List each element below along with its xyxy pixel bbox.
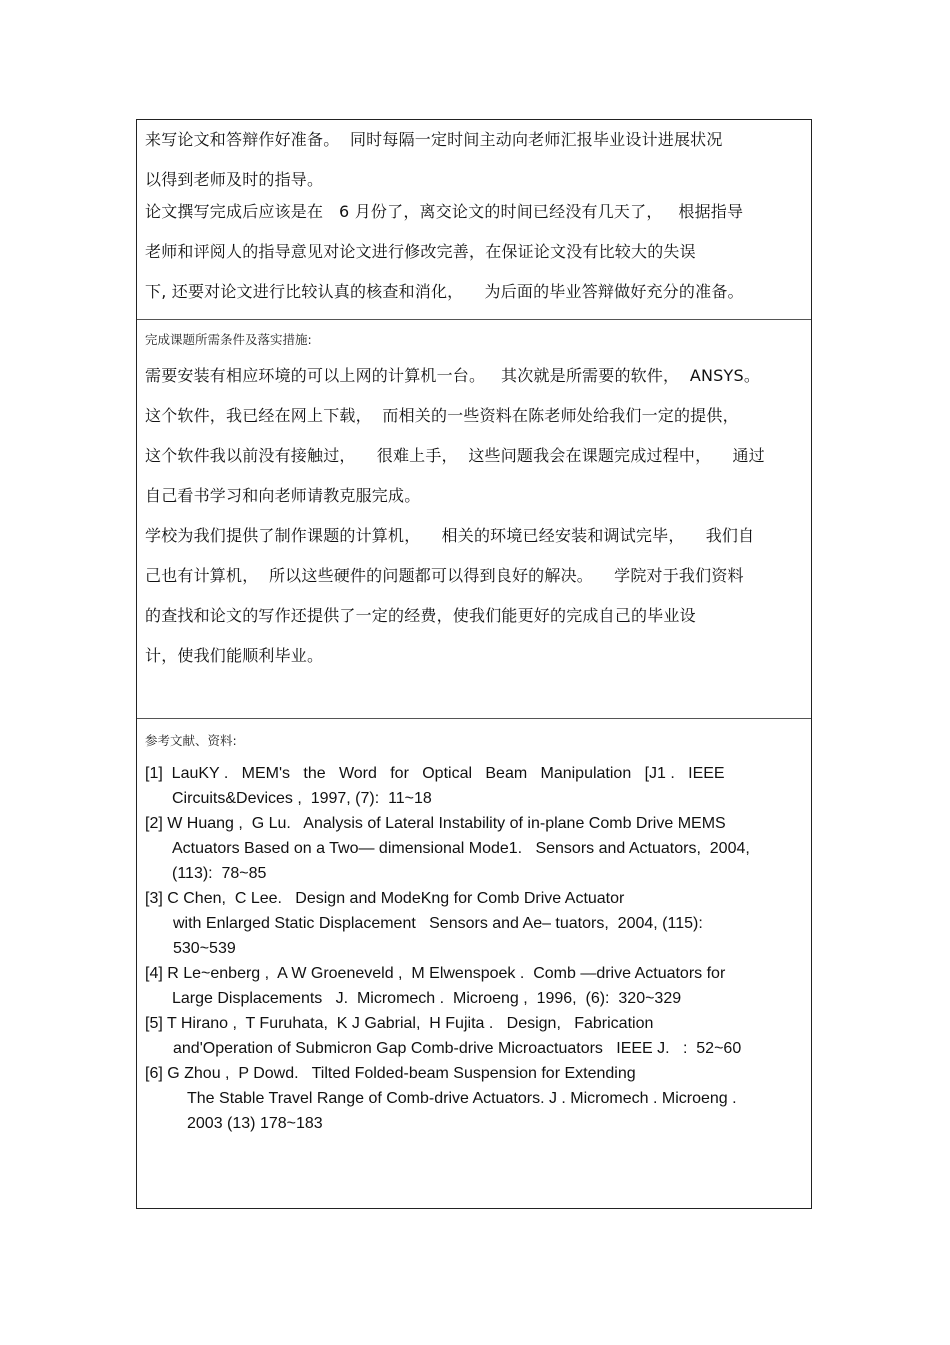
schedule-line: 来写论文和答辩作好准备。 同时每隔一定时间主动向老师汇报毕业设计进展状况	[145, 130, 723, 149]
reference-line: The Stable Travel Range of Comb-drive Actuators. J . Micromech . Microeng .	[187, 1090, 737, 1107]
conditions-section	[137, 319, 811, 718]
conditions-line: 己也有计算机， 所以这些硬件的问题都可以得到良好的解决。 学院对于我们资料	[145, 566, 744, 585]
conditions-line: 自己看书学习和向老师请教克服完成。	[145, 486, 421, 505]
reference-line: [3] C Chen, C Lee. Design and ModeKng for Comb Drive Actuator	[145, 890, 625, 907]
schedule-line: 以得到老师及时的指导。	[145, 170, 324, 189]
reference-line: [2] W Huang , G Lu. Analysis of Lateral Instability of in-plane Comb Drive MEMS	[145, 815, 726, 832]
conditions-line: 的查找和论文的写作还提供了一定的经费，使我们能更好的完成自己的毕业设	[145, 606, 696, 625]
reference-line: [4] R Le~enberg , A W Groeneveld , M Elwenspoek . Comb —drive Actuators for	[145, 965, 726, 982]
reference-list	[145, 761, 803, 1136]
reference-item	[145, 886, 803, 961]
schedule-line: 老师和评阅人的指导意见对论文进行修改完善，在保证论文没有比较大的失误	[145, 242, 696, 261]
reference-line: [6] G Zhou , P Dowd. Tilted Folded-beam Suspension for Extending	[145, 1065, 636, 1082]
reference-line: 2003 (13) 178~183	[187, 1115, 323, 1132]
schedule-section	[137, 120, 811, 319]
conditions-line: 学校为我们提供了制作课题的计算机， 相关的环境已经安装和调试完毕， 我们自	[145, 526, 755, 545]
reference-item	[145, 961, 803, 1011]
schedule-line: 论文撰写完成后应该是在 6 月份了，离交论文的时间已经没有几天了， 根据指导	[145, 202, 744, 221]
conditions-line: 需要安装有相应环境的可以上网的计算机一台。 其次就是所需要的软件， ANSYS。	[145, 366, 761, 385]
reference-line: Actuators Based on a Two— dimensional Mode1. Sensors and Actuators, 2004,	[172, 840, 750, 857]
schedule-line: 下, 还要对论文进行比较认真的核查和消化， 为后面的毕业答辩做好充分的准备。	[145, 282, 744, 301]
conditions-heading: 完成课题所需条件及落实措施:	[145, 332, 312, 347]
reference-item	[145, 761, 803, 811]
conditions-line: 计，使我们能顺利毕业。	[145, 646, 324, 665]
reference-line: with Enlarged Static Displacement Sensors and Ae– tuators, 2004, (115):	[173, 915, 703, 932]
reference-item	[145, 1061, 803, 1136]
references-section	[137, 718, 811, 1208]
reference-line: [5] T Hirano , T Furuhata, K J Gabrial, H Fujita . Design, Fabrication	[145, 1015, 654, 1032]
reference-line: and'Operation of Submicron Gap Comb-drive Microactuators IEEE J. : 52~60	[173, 1040, 742, 1057]
conditions-line: 这个软件，我已经在网上下载， 而相关的一些资料在陈老师处给我们一定的提供，	[145, 406, 739, 425]
reference-item	[145, 1011, 803, 1061]
proposal-form-table	[136, 119, 812, 1209]
reference-line: Circuits&Devices , 1997, (7): 11~18	[172, 790, 432, 807]
reference-line: 530~539	[173, 940, 236, 957]
conditions-line: 这个软件我以前没有接触过， 很难上手， 这些问题我会在课题完成过程中， 通过	[145, 446, 765, 465]
reference-line: Large Displacements J. Micromech . Microeng , 1996, (6): 320~329	[172, 990, 682, 1007]
reference-item	[145, 811, 803, 886]
references-heading: 参考文献、资料:	[145, 733, 237, 748]
reference-line: [1] LauKY . MEM's the Word for Optical Beam Manipulation [J1 . IEEE	[145, 765, 725, 782]
reference-line: (113): 78~85	[172, 865, 267, 882]
